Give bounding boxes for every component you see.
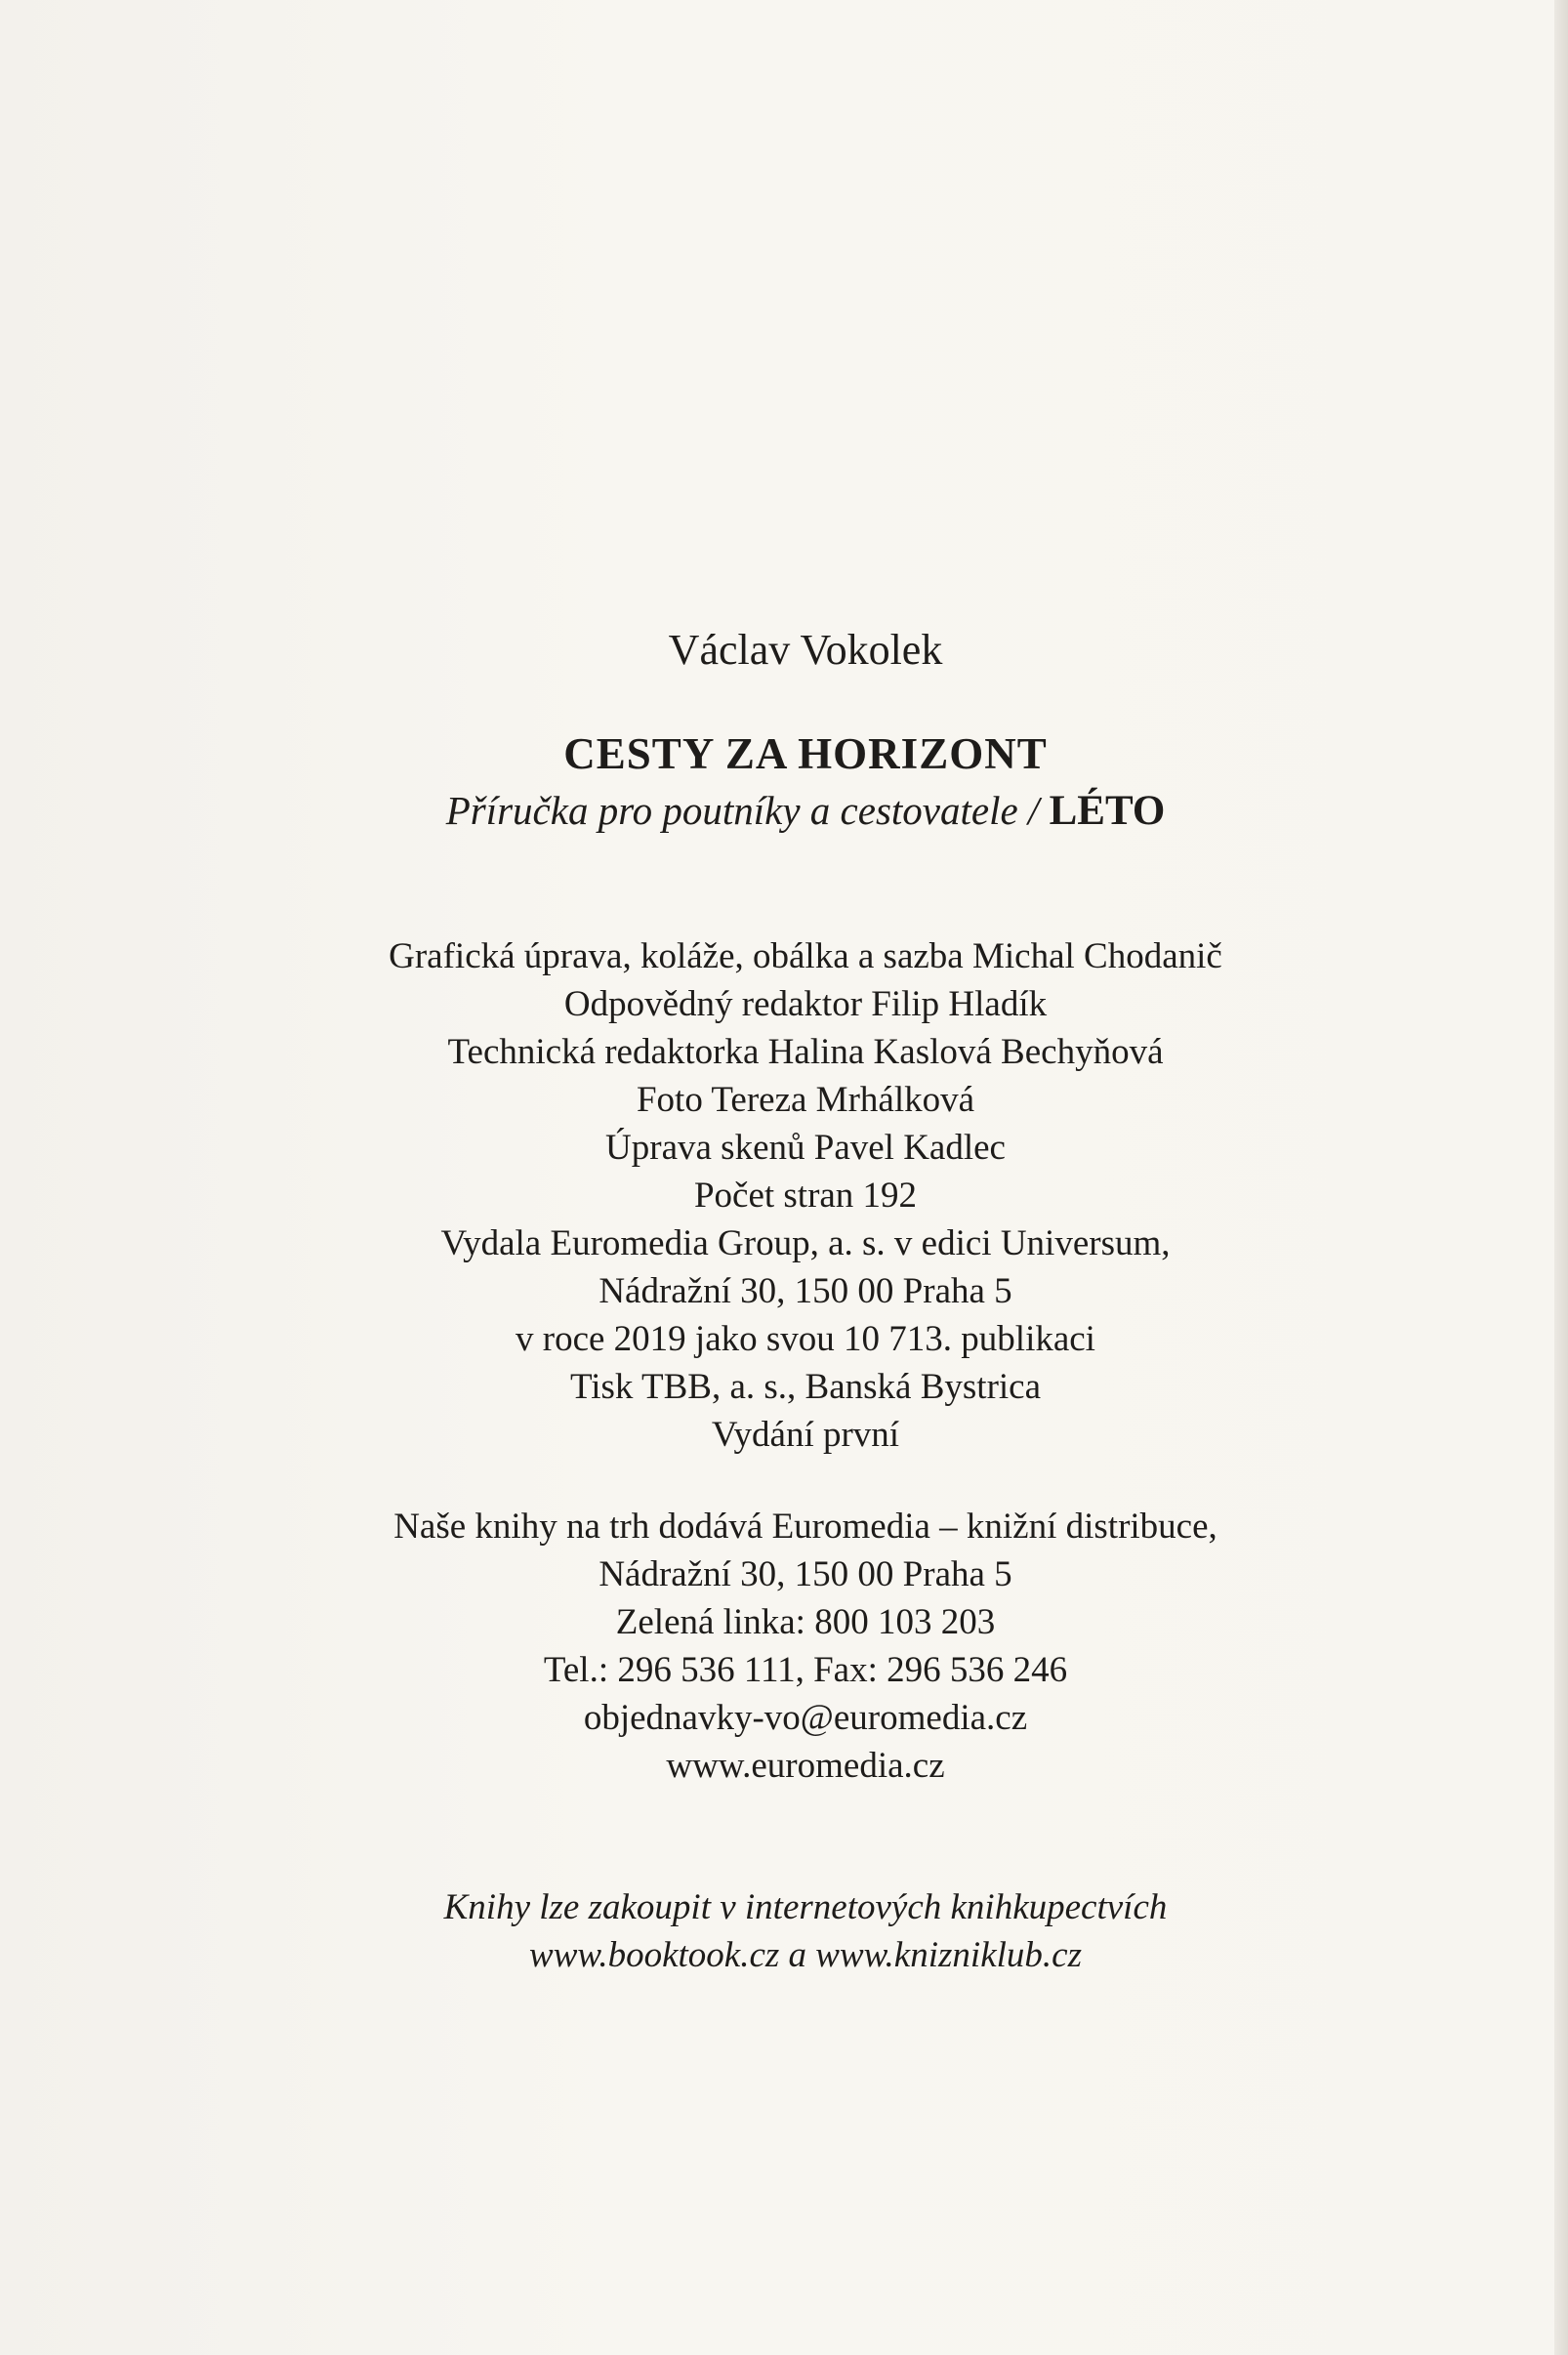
distribution-email: objednavky-vo@euromedia.cz <box>583 1698 1028 1738</box>
credit-line: Úprava skenů Pavel Kadlec <box>605 1128 1006 1168</box>
credit-line: Tisk TBB, a. s., Banská Bystrica <box>569 1367 1042 1407</box>
credit-line: Odpovědný redaktor Filip Hladík <box>563 984 1048 1024</box>
distribution-website: www.euromedia.cz <box>666 1746 945 1786</box>
credit-line: Počet stran 192 <box>693 1176 918 1216</box>
subtitle-season: LÉTO <box>1049 788 1166 834</box>
credit-line: Technická redaktorka Halina Kaslová Bechyňová <box>447 1032 1164 1072</box>
author-name: Václav Vokolek <box>668 626 943 674</box>
credit-line: Vydala Euromedia Group, a. s. v edici Universum, <box>440 1223 1171 1263</box>
credit-line: Grafická úprava, koláže, obálka a sazba Michal Chodanič <box>389 936 1222 976</box>
show-through-heading <box>674 234 694 300</box>
subtitle-text: Příručka pro poutníky a cestovatele / <box>445 788 1050 833</box>
distribution-line: Zelená linka: 800 103 203 <box>615 1602 996 1642</box>
distribution-line: Naše knihy na trh dodává Euromedia – knižní distribuce, <box>393 1507 1217 1547</box>
page-edge-shadow <box>1554 0 1568 2355</box>
credit-line: Foto Tereza Mrhálková <box>636 1080 975 1120</box>
distribution-line: Tel.: 296 536 111, Fax: 296 536 246 <box>543 1650 1068 1690</box>
distribution-line: Nádražní 30, 150 00 Praha 5 <box>598 1554 1012 1594</box>
book-subtitle <box>293 789 1318 833</box>
credit-line: v roce 2019 jako svou 10 713. publikaci <box>516 1319 1095 1359</box>
credit-line: Nádražní 30, 150 00 Praha 5 <box>598 1271 1012 1311</box>
book-title: CESTY ZA HORIZONT <box>563 729 1048 778</box>
bookstore-note: Knihy lze zakoupit v internetových knihkupectvích <box>443 1887 1168 1927</box>
bookstore-websites: www.booktook.cz a www.knizniklub.cz <box>529 1935 1082 1975</box>
credit-line: Vydání první <box>711 1415 900 1455</box>
